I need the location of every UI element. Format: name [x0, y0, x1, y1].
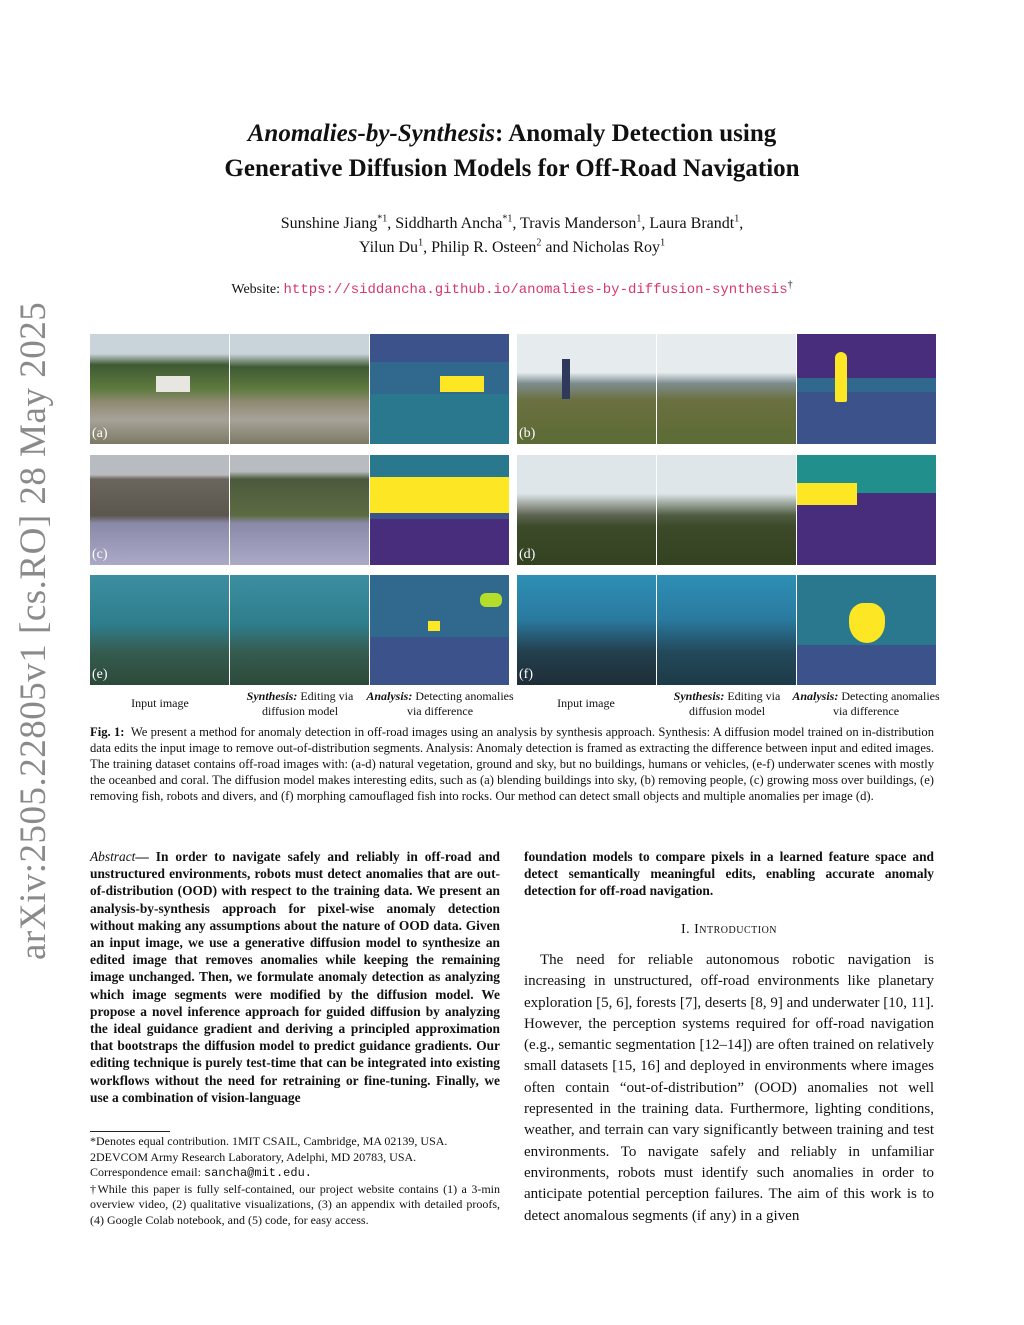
- footnote-rule: [90, 1131, 170, 1132]
- panel-f-analysis: [797, 575, 936, 685]
- website-link[interactable]: https://siddancha.github.io/anomalies-by-diffusion-synthesis: [283, 282, 788, 298]
- caption-synth-right: [652, 689, 802, 719]
- panel-e-analysis: [370, 575, 509, 685]
- caption-analysis-right: [791, 689, 941, 719]
- anomaly-mask: [480, 593, 502, 607]
- seg-region: [370, 637, 509, 685]
- abstract-text: In order to navigate safely and reliably in off-road and unstructured environments, robots must detect anomalies that are out-of-distribution (OOD) with respect to the training data. We present an analysis-by-synthesis approach for pixel-wise anomaly detection without making any assumptions about the nature of OOD data. Given an input image, we use a generative diffusion model to synthesize an edited image that removes anomalies while keeping the remaining image unchanged. Then, we formulate anomaly detection as analyzing which image segments were modified by the diffusion model. We propose a novel inference approach for guided diffusion by analyzing the ideal guidance gradient and deriving a principled approximation that bootstraps the diffusion model to predict guidance gradients. Our editing technique is purely test-time that can be integrated into existing workflows without the need for retraining or fine-tuning. Finally, we use a combination of vision-language: [90, 849, 500, 1105]
- panel-e-synth: [230, 575, 369, 685]
- panel-b-synth: [657, 334, 796, 444]
- seg-region: [370, 394, 509, 444]
- caption-analysis-left: [365, 689, 515, 719]
- caption-synth-title: Synthesis:: [673, 689, 725, 703]
- website-mark: †: [787, 279, 793, 291]
- panel-a-synth: [230, 334, 369, 444]
- seg-region: [370, 513, 509, 519]
- panel-b-input: [517, 334, 656, 444]
- abstract-lead: Abstract: [90, 849, 136, 864]
- seg-region: [370, 455, 509, 479]
- figure-caption: [90, 724, 934, 804]
- footnotes: [90, 1134, 500, 1228]
- footnote-4: †While this paper is fully self-contained, our project website contains (1) a 3-min overview video, (2) qualitative visualizations, (3) an appendix with detailed proofs, (4) Google Colab notebook, and (5) code, for easy access.: [90, 1181, 500, 1227]
- section-heading: [524, 922, 934, 938]
- caption-analysis-rest: Detecting anomalies via difference: [832, 689, 940, 718]
- section-title: Introduction: [694, 922, 778, 937]
- seg-region: [797, 378, 936, 392]
- title-line2: Generative Diffusion Models for Off-Road Navigation: [224, 155, 800, 182]
- panel-c-analysis: [370, 455, 509, 565]
- title-italic: Anomalies-by-Synthesis: [247, 120, 495, 147]
- anomaly-mask: [797, 483, 857, 505]
- authors-line1: Sunshine Jiang$^{*1}$, Siddharth Ancha$^{*1}$, Travis Manderson$^1$, Laura Brandt$^1$,: [280, 213, 744, 232]
- panel-a-analysis: [370, 334, 509, 444]
- panel-e-input: [90, 575, 229, 685]
- caption-analysis-title: Analysis:: [792, 689, 839, 703]
- panel-label-f: (f): [519, 667, 533, 682]
- paper-title: [0, 116, 1024, 186]
- panel-label-e: (e): [92, 667, 108, 682]
- seg-region: [797, 507, 936, 565]
- section-number: I.: [680, 922, 691, 937]
- title-line1-rest: : Anomaly Detection using: [495, 120, 777, 147]
- figure-caption-text: We present a method for anomaly detection in off-road images using an analysis by synthesis approach. Synthesis: A diffusion model trained on in-distribution data edits the input image to remove out-of-distribution segments. Analysis: Anomaly detection is framed as extracting the difference between input and edited images. The training dataset contains off-road images with: (a-d) natural vegetation, ground and sky, but no buildings, humans or vehicles, (e-f) underwater scenes with mostly the oceanbed and coral. The diffusion model makes interesting edits, such as (a) blending buildings into sky, (b) removing people, (c) growing moss over buildings, (e) removing fish, robots and divers, and (f) morphing camouflaged fish into rocks. Our method can detect small objects and multiple anomalies per image (d).: [90, 725, 934, 803]
- panel-b-analysis: [797, 334, 936, 444]
- footnote-3: [90, 1165, 500, 1182]
- footnote-3-label: Correspondence email:: [90, 1165, 201, 1179]
- panel-f-input: [517, 575, 656, 685]
- panel-d-synth: [657, 455, 796, 565]
- caption-synth-left: [225, 689, 375, 719]
- website-label: Website:: [231, 282, 281, 297]
- panel-a-input: [90, 334, 229, 444]
- abstract-left: Abstract— In order to navigate safely and reliably in off-road and unstructured environments, robots must detect anomalies that are out-of-distribution (OOD) with respect to the training data. We present an analysis-by-synthesis approach for pixel-wise anomaly detection without making any assumptions about the nature of OOD data. Given an input image, we use a generative diffusion model to synthesize an edited image that removes anomalies while keeping the remaining image unchanged. Then, we formulate anomaly detection as analyzing which image segments were modified by the diffusion model. We propose a novel inference approach for guided diffusion by analyzing the ideal guidance gradient and deriving a principled approximation that bootstraps the diffusion model to predict guidance gradients. Our editing technique is purely test-time that can be integrated into existing workflows without the need for retraining or fine-tuning. Finally, we use a combination of vision-language: [90, 849, 500, 1105]
- caption-synth-rest: Editing via diffusion model: [688, 689, 781, 718]
- authors-line2: Yilun Du$^1$, Philip R. Osteen$^2$ and Nicholas Roy$^1$: [358, 237, 666, 256]
- panel-d-input: [517, 455, 656, 565]
- caption-input-left: Input image: [131, 696, 189, 710]
- panel-c-synth: [230, 455, 369, 565]
- panel-f-synth: [657, 575, 796, 685]
- anomaly-mask: [370, 477, 509, 513]
- abstract-right: foundation models to compare pixels in a learned feature space and detect semantically meaningful edits, enabling accurate anomaly detection for off-road navigation.: [524, 849, 934, 899]
- panel-c-input: [90, 455, 229, 565]
- panel-label-d: (d): [519, 547, 536, 562]
- caption-analysis-rest: Detecting anomalies via difference: [406, 689, 514, 718]
- seg-region: [370, 334, 509, 362]
- seg-region: [797, 392, 936, 444]
- intro-paragraph: The need for reliable autonomous robotic navigation is increasing in unstructured, off-road environments like planetary exploration [5, 6], forests [7], deserts [8, 9] and underwater [10, 11]. However, the perception systems required for off-road navigation (e.g., semantic segmentation [12–14]) are often trained on relatively small datasets [15, 16] and deployed in environments where images often contain “out-of-distribution” (OOD) anomalies not well represented in the training data. Furthermore, lighting conditions, weather, and terrain can vary significantly between training and test environments. To navigate safely and reliably in unfamiliar environments, robots must identify such anomalies in order to anticipate potential perception failures. The aim of this work is to detect anomalous segments (if any) in a given: [524, 952, 934, 1224]
- anomaly-mask: [835, 352, 847, 402]
- panel-label-c: (c): [92, 547, 108, 562]
- footnote-1: *Denotes equal contribution. 1MIT CSAIL, Cambridge, MA 02139, USA.: [90, 1134, 448, 1148]
- panel-d-analysis: [797, 455, 936, 565]
- footnote-2: 2DEVCOM Army Research Laboratory, Adelphi, MD 20783, USA.: [90, 1149, 417, 1164]
- anomaly-mask: [440, 376, 484, 392]
- arxiv-stamp: arXiv:2505.22805v1 [cs.RO] 28 May 2025: [13, 301, 54, 960]
- caption-analysis-title: Analysis:: [366, 689, 413, 703]
- seg-region: [797, 645, 936, 685]
- panel-label-b: (b): [519, 426, 536, 441]
- caption-synth-title: Synthesis:: [246, 689, 298, 703]
- figure-caption-label: Fig. 1:: [90, 725, 125, 739]
- caption-input-right: Input image: [557, 696, 615, 710]
- panel-label-a: (a): [92, 426, 108, 441]
- anomaly-mask: [428, 621, 440, 631]
- footnote-email[interactable]: sancha@mit.edu.: [203, 1166, 312, 1180]
- website-line: [0, 279, 1024, 298]
- person-shape: [562, 359, 570, 399]
- anomaly-mask: [849, 603, 885, 643]
- building-shape: [156, 376, 190, 392]
- caption-synth-rest: Editing via diffusion model: [261, 689, 354, 718]
